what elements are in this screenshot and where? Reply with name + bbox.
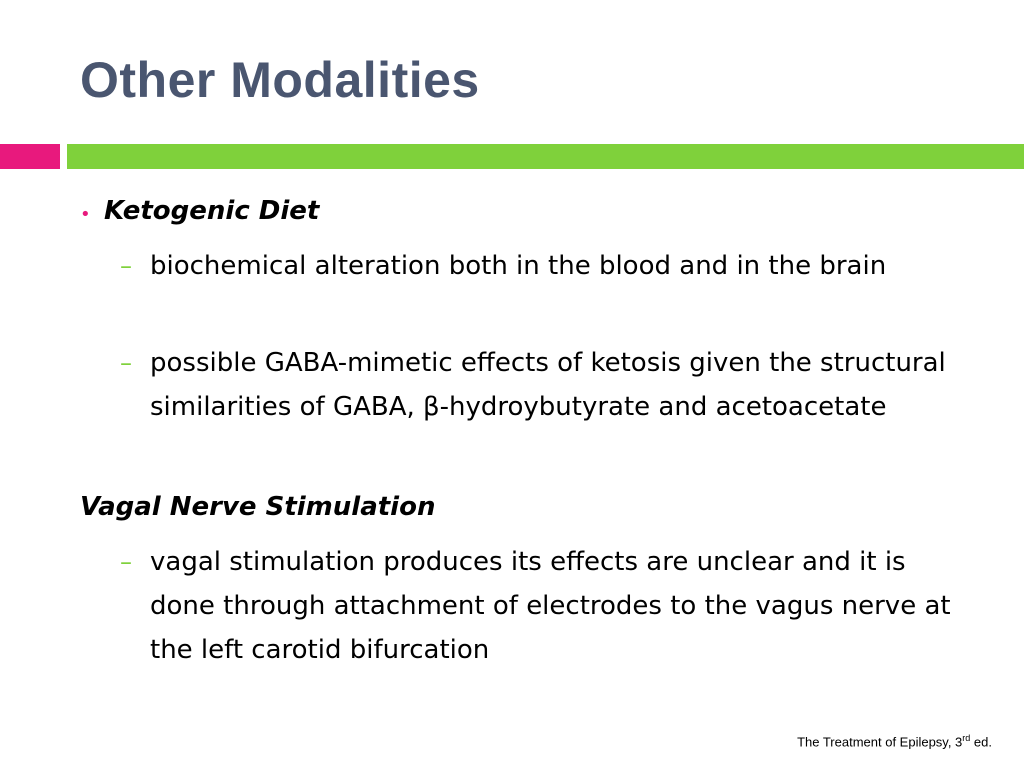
slide-title: Other Modalities <box>80 52 480 108</box>
accent-bar-green <box>67 144 1024 169</box>
list-item: vagal stimulation produces its effects are unclear and it is done through attachment of electrodes to the vagus nerve at the left carotid bifurcation <box>150 547 951 665</box>
list-item: possible GABA-mimetic effects of ketosis given the structural similarities of GABA, β-hydroybutyrate and acetoacetate <box>150 348 946 422</box>
list-item: biochemical alteration both in the blood and in the brain <box>150 251 887 281</box>
dash-icon: – <box>120 548 132 576</box>
dash-icon: – <box>120 252 132 280</box>
footer-citation <box>797 733 992 749</box>
footer-suffix: ed. <box>970 734 992 750</box>
dash-icon: – <box>120 349 132 377</box>
bullet-icon: • <box>80 204 91 225</box>
section-heading-vagal: Vagal Nerve Stimulation <box>80 492 436 522</box>
footer-text: The Treatment of Epilepsy, 3 <box>797 734 963 750</box>
footer-superscript: rd <box>962 733 971 743</box>
section-heading-ketogenic: Ketogenic Diet <box>104 196 320 226</box>
accent-bar-pink <box>0 144 60 169</box>
